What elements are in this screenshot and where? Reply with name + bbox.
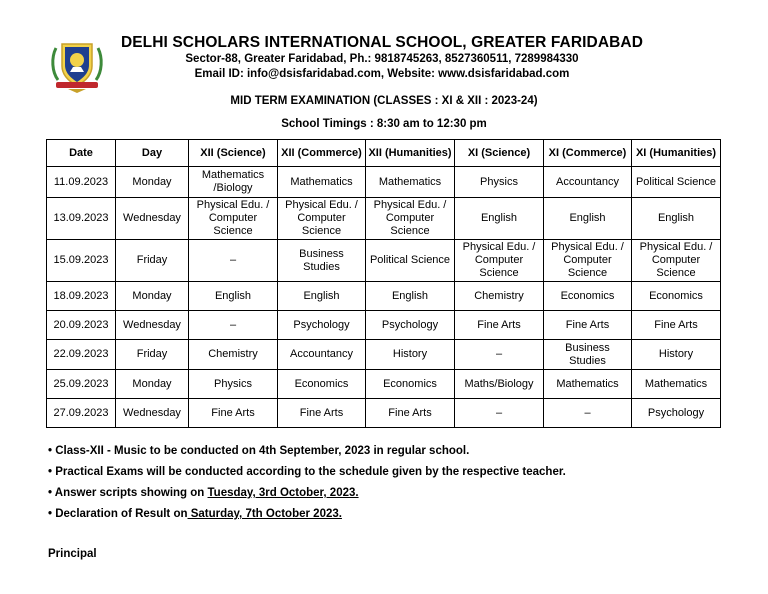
table-header-row [47, 140, 721, 167]
table-cell: 27.09.2023 [47, 399, 116, 428]
table-cell: Physical Edu. / Computer Science [366, 198, 455, 240]
column-header: XII (Humanities) [366, 140, 455, 167]
school-name: DELHI SCHOLARS INTERNATIONAL SCHOOL, GREATER FARIDABAD [120, 34, 644, 51]
exam-schedule-table [46, 139, 721, 428]
note-item [48, 443, 566, 464]
table-cell: English [632, 198, 721, 240]
table-cell: – [544, 399, 632, 428]
column-header: XII (Commerce) [278, 140, 366, 167]
column-header: Day [116, 140, 189, 167]
table-cell: Mathematics [632, 370, 721, 399]
table-row [47, 340, 721, 370]
table-cell: Friday [116, 240, 189, 282]
table-cell: Mathematics [544, 370, 632, 399]
table-cell: History [632, 340, 721, 370]
table-row [47, 282, 721, 311]
table-cell: Monday [116, 282, 189, 311]
note-item [48, 485, 566, 506]
table-cell: Fine Arts [278, 399, 366, 428]
table-cell: Monday [116, 370, 189, 399]
table-cell: English [189, 282, 278, 311]
table-row [47, 240, 721, 282]
table-cell: Maths/Biology [455, 370, 544, 399]
table-cell: Physical Edu. / Computer Science [632, 240, 721, 282]
note-item [48, 506, 566, 527]
table-cell: English [278, 282, 366, 311]
table-cell: English [455, 198, 544, 240]
table-cell: Fine Arts [632, 311, 721, 340]
column-header: XII (Science) [189, 140, 278, 167]
table-cell: Physical Edu. / Computer Science [544, 240, 632, 282]
table-cell: English [544, 198, 632, 240]
table-cell: Political Science [366, 240, 455, 282]
table-row [47, 370, 721, 399]
table-row [47, 198, 721, 240]
table-row [47, 399, 721, 428]
table-cell: Physical Edu. / Computer Science [455, 240, 544, 282]
note-text: • Declaration of Result on [48, 508, 188, 520]
table-cell: Accountancy [544, 167, 632, 198]
table-cell: – [189, 311, 278, 340]
table-cell: Business Studies [544, 340, 632, 370]
table-cell: Economics [632, 282, 721, 311]
table-cell: Monday [116, 167, 189, 198]
table-cell: Fine Arts [544, 311, 632, 340]
table-cell: Fine Arts [455, 311, 544, 340]
table-cell: – [189, 240, 278, 282]
table-cell: 22.09.2023 [47, 340, 116, 370]
table-cell: Accountancy [278, 340, 366, 370]
table-cell: Economics [366, 370, 455, 399]
table-cell: 18.09.2023 [47, 282, 116, 311]
notes-list [48, 443, 566, 527]
table-cell: Mathematics [366, 167, 455, 198]
table-cell: Fine Arts [189, 399, 278, 428]
note-text: • Answer scripts showing on [48, 487, 208, 499]
column-header: XI (Science) [455, 140, 544, 167]
table-cell: Psychology [278, 311, 366, 340]
exam-title: MID TERM EXAMINATION (CLASSES : XI & XII : 2023-24) [230, 95, 538, 107]
school-crest-logo [48, 36, 106, 94]
table-cell: Mathematics /Biology [189, 167, 278, 198]
table-row [47, 167, 721, 198]
table-cell: – [455, 399, 544, 428]
table-cell: 20.09.2023 [47, 311, 116, 340]
table-cell: Psychology [366, 311, 455, 340]
table-cell: 25.09.2023 [47, 370, 116, 399]
table-cell: Mathematics [278, 167, 366, 198]
table-cell: Friday [116, 340, 189, 370]
table-cell: Chemistry [189, 340, 278, 370]
table-cell: Chemistry [455, 282, 544, 311]
table-row [47, 311, 721, 340]
table-cell: English [366, 282, 455, 311]
column-header: Date [47, 140, 116, 167]
note-text: • Class-XII - Music to be conducted on 4th September, 2023 in regular school. [48, 445, 470, 457]
table-cell: Political Science [632, 167, 721, 198]
school-address: Sector-88, Greater Faridabad, Ph.: 9818745263, 8527360511, 7289984330 [185, 53, 579, 65]
note-underlined-date: Saturday, 7th October 2023. [187, 508, 342, 520]
note-item [48, 464, 566, 485]
note-text: • Practical Exams will be conducted according to the schedule given by the respective teacher. [48, 466, 566, 478]
column-header: XI (Commerce) [544, 140, 632, 167]
school-timings: School Timings : 8:30 am to 12:30 pm [281, 118, 487, 130]
table-cell: Psychology [632, 399, 721, 428]
table-cell: Physical Edu. / Computer Science [189, 198, 278, 240]
table-cell: – [455, 340, 544, 370]
table-cell: Wednesday [116, 311, 189, 340]
table-cell: Physical Edu. / Computer Science [278, 198, 366, 240]
school-contact: Email ID: info@dsisfaridabad.com, Website: www.dsisfaridabad.com [194, 68, 570, 80]
note-underlined-date: Tuesday, 3rd October, 2023. [207, 487, 359, 499]
table-cell: Economics [544, 282, 632, 311]
table-cell: History [366, 340, 455, 370]
table-cell: Wednesday [116, 399, 189, 428]
table-cell: Business Studies [278, 240, 366, 282]
table-cell: Fine Arts [366, 399, 455, 428]
table-cell: Wednesday [116, 198, 189, 240]
table-cell: Physics [189, 370, 278, 399]
table-cell: 15.09.2023 [47, 240, 116, 282]
table-cell: 13.09.2023 [47, 198, 116, 240]
principal-signature-label: Principal [48, 548, 97, 560]
table-cell: Physics [455, 167, 544, 198]
column-header: XI (Humanities) [632, 140, 721, 167]
table-cell: Economics [278, 370, 366, 399]
table-cell: 11.09.2023 [47, 167, 116, 198]
